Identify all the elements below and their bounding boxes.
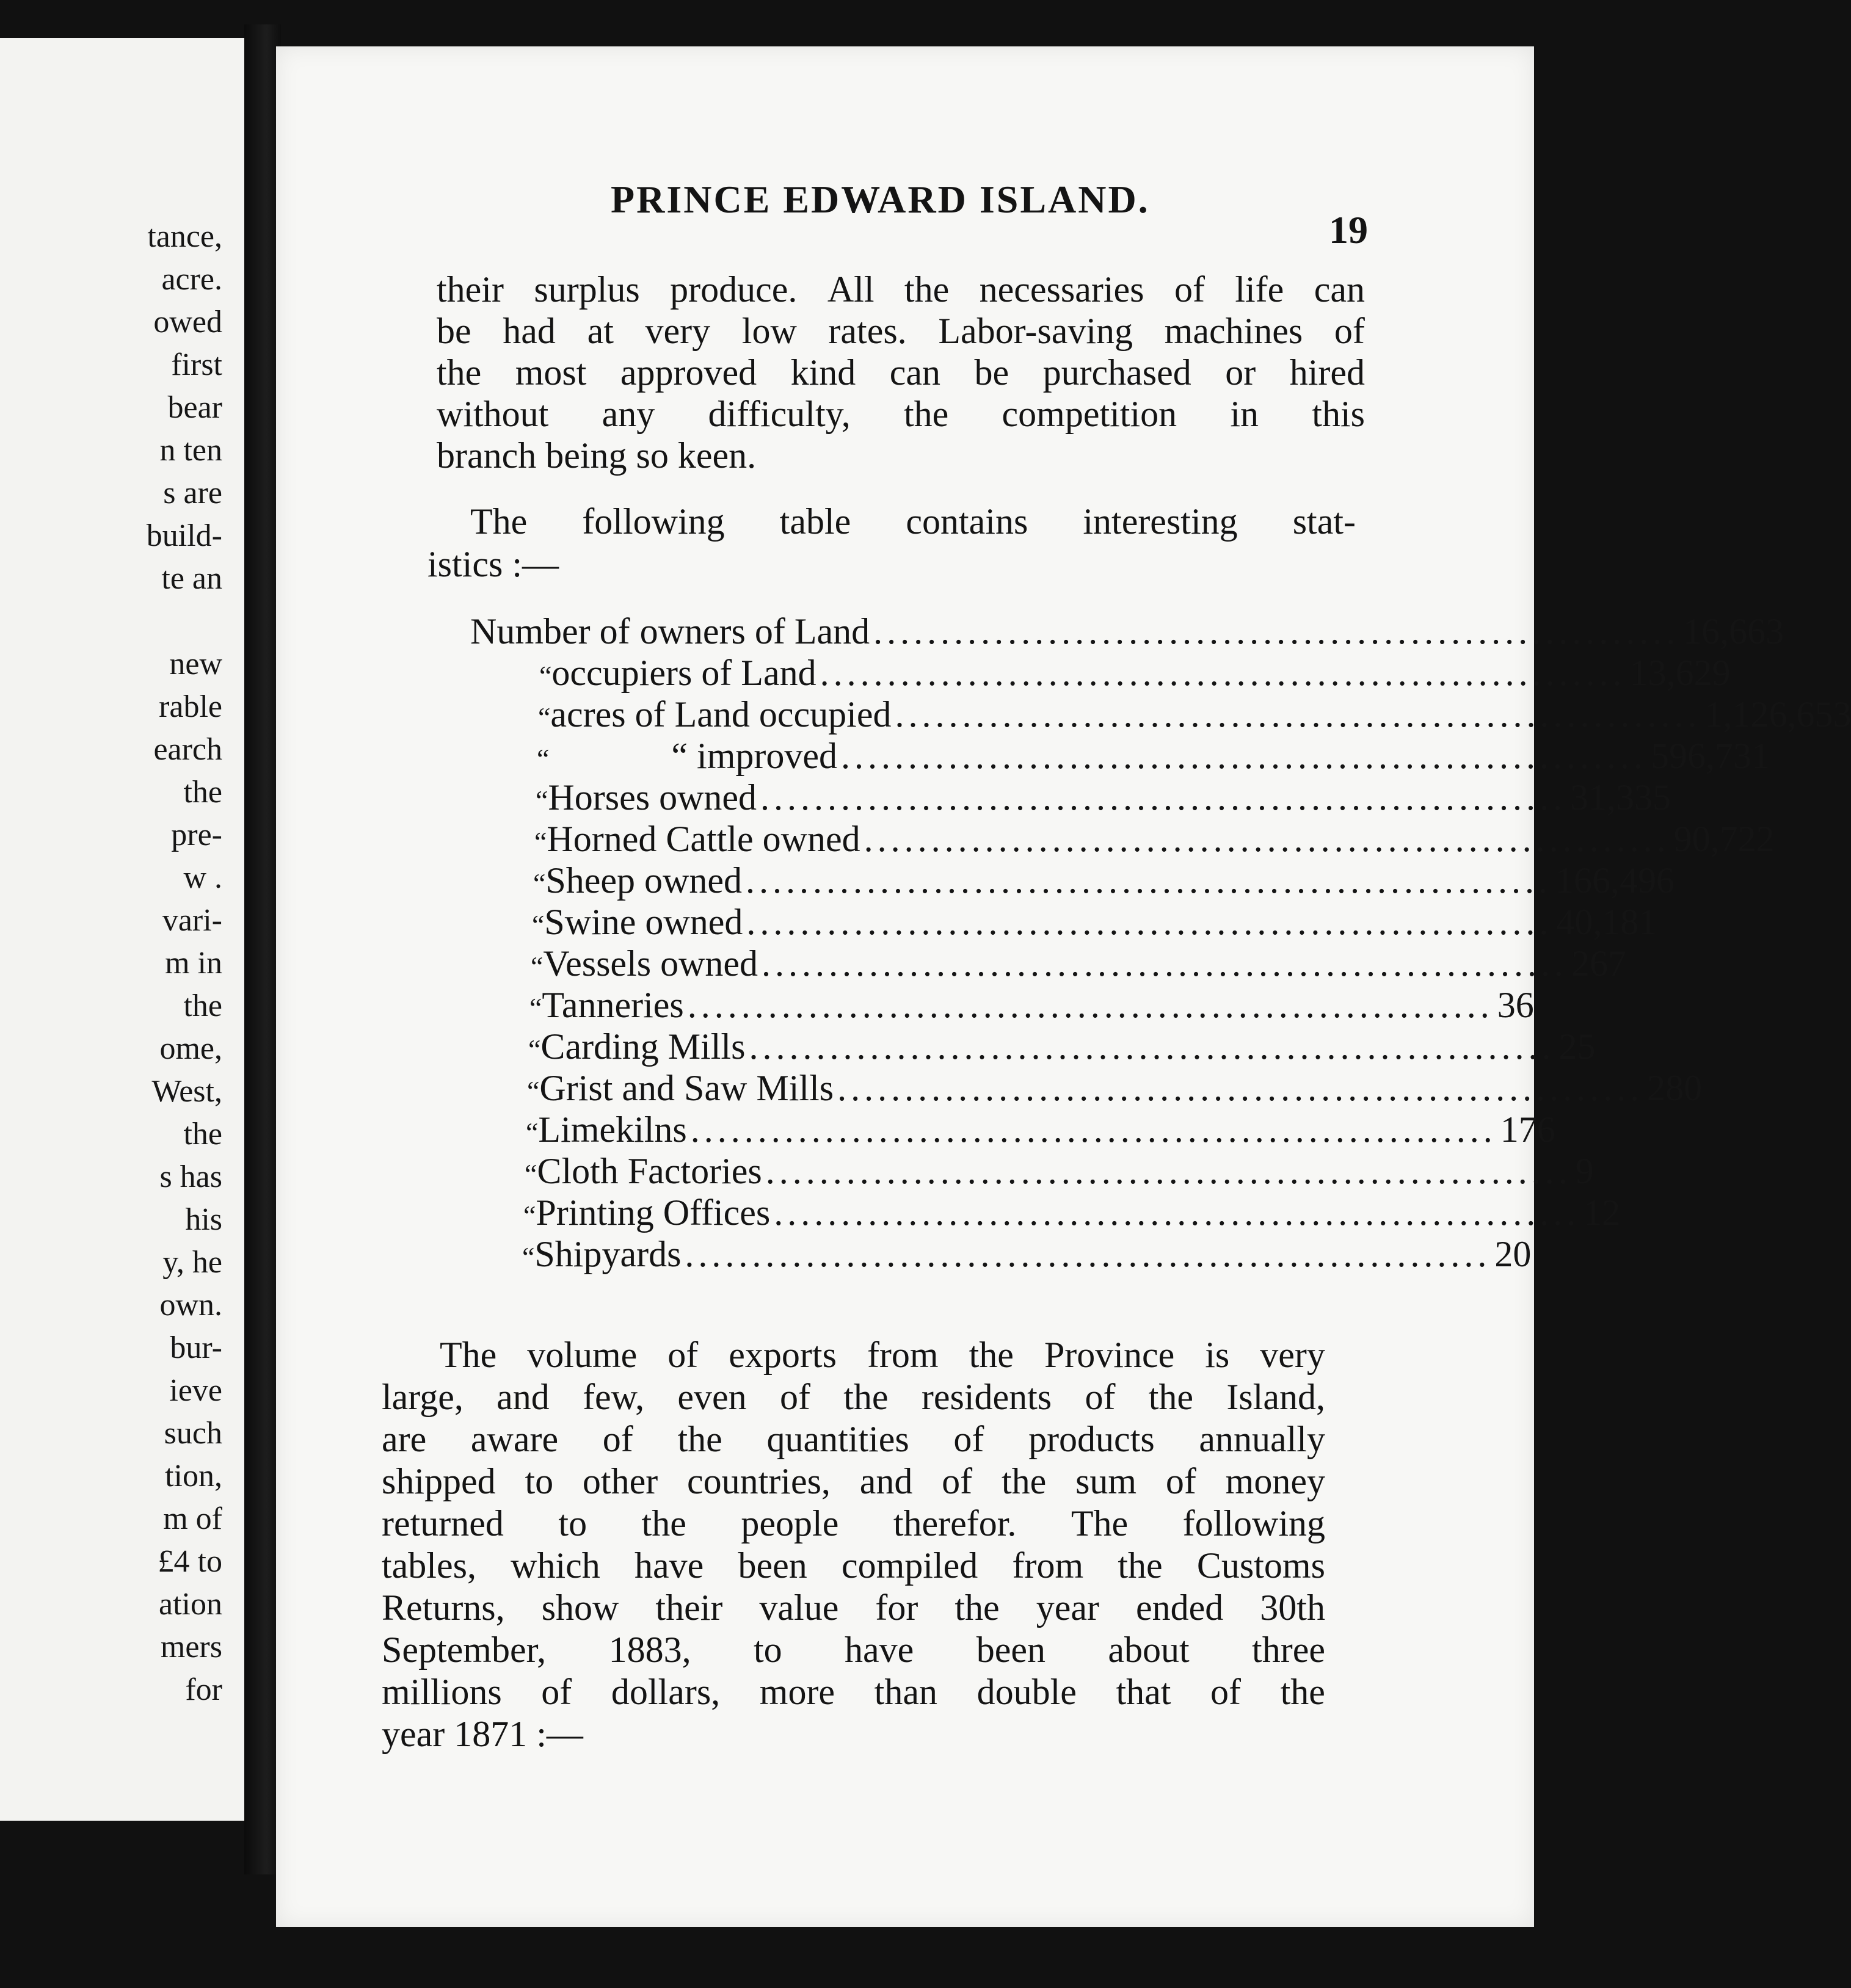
left-page-line: first [171,347,222,382]
stat-label: Horned Cattle owned [547,819,860,859]
stat-row [531,943,1627,985]
stat-value: 176 [1500,1109,1555,1150]
paragraph-line: millions of dollars, more than double that of the [382,1672,1325,1712]
dot-leader: ............................................................ [762,943,1568,984]
left-page-line: rable [159,689,222,724]
dot-leader: ............................................................ [746,860,1552,901]
paragraph-line: year 1871 :— [382,1714,583,1754]
left-page-line: £4 to [158,1544,222,1579]
left-page-line: mers [160,1630,222,1664]
dot-leader: ............................................................ [895,694,1701,735]
stat-row [523,1192,1621,1234]
left-page-line: ome, [159,1031,222,1066]
page-number: 19 [1329,208,1368,252]
stat-value: 1,126,653 [1704,694,1851,735]
left-page-line: bur- [170,1330,222,1365]
paragraph-line: istics :— [427,544,559,584]
running-title: PRINCE EDWARD ISLAND. [611,178,1150,221]
paragraph-line: branch being so keen. [437,435,757,476]
paragraph-line: shipped to other countries, and of the sum of money [382,1461,1325,1501]
left-page-line: the [183,989,222,1023]
stat-value: 31,335 [1570,777,1671,818]
stat-value: 40,181 [1556,902,1657,942]
ditto-mark: “ [533,868,546,899]
dot-leader: ............................................................ [765,1151,1572,1191]
dot-leader: ............................................................ [774,1192,1580,1233]
stat-label: occupiers of Land [551,653,816,693]
stat-label: Sheep owned [545,860,743,901]
left-page-line: the [183,775,222,810]
stat-value: 267 [1571,943,1627,984]
stat-label: Swine owned [544,902,743,942]
left-page-line: acre. [161,262,222,297]
ditto-mark: “ [531,951,544,982]
paragraph-line: The following table contains interesting stat- [470,501,1356,542]
stat-value: 90,722 [1673,819,1775,859]
left-page-line: pre- [171,818,222,852]
ditto-mark: “ [523,1200,536,1231]
left-page-line: bear [167,390,222,425]
dot-leader: ............................................................ [873,611,1680,651]
dot-leader: ............................................................ [760,777,1567,818]
stat-label: Limekilns [538,1109,687,1150]
stat-prefix: Number of [470,611,630,651]
left-page-line: n ten [159,433,222,468]
stat-value: 596,731 [1651,736,1770,776]
stat-value: 9 [1575,1151,1594,1191]
stat-value: 166,496 [1555,860,1675,901]
left-page-line: his [185,1202,222,1237]
ditto-mark: “ [537,743,550,774]
dot-leader: ............................................................ [749,1026,1555,1067]
paragraph-line: Returns, show their value for the year ended 30th [382,1587,1325,1628]
stat-row [525,1150,1594,1192]
left-page-line: s are [163,476,222,510]
dot-leader: ............................................................ [837,1068,1644,1108]
ditto-mark: “ [529,992,542,1023]
left-page-line: build- [146,518,222,553]
book-gutter [244,24,281,1874]
left-page-line: owed [153,305,222,339]
left-page-line: s has [159,1159,222,1194]
left-page-line: w . [183,860,222,895]
stat-row [527,1067,1703,1109]
ditto-mark: “ [534,826,547,857]
stat-row [536,777,1671,819]
paragraph-line: be had at very low rates. Labor-saving machines of [437,311,1365,351]
stat-row [532,901,1657,943]
stat-row [538,694,1851,736]
left-page-line: such [164,1416,222,1451]
left-facing-page [0,38,248,1821]
ditto-mark: “ [539,660,552,691]
ditto-mark: “ [527,1075,540,1106]
stat-label: Cloth Factories [537,1151,762,1191]
left-page-line: West, [151,1074,222,1109]
dot-leader: ............................................................ [746,902,1553,942]
stat-label: Horses owned [548,777,757,818]
left-page-line: earch [153,732,222,767]
left-page-line: y, he [162,1245,222,1280]
stat-label: Printing Offices [536,1192,771,1233]
dot-leader: ............................................................ [864,819,1670,859]
stat-row [526,1109,1555,1151]
paragraph-line: The volume of exports from the Province is very [440,1335,1325,1375]
stat-row [528,1026,1596,1068]
left-page-line: m of [163,1501,222,1536]
left-page-line: te an [161,561,222,596]
left-page-line: tance, [147,219,222,254]
ditto-mark: “ [536,785,548,816]
paragraph-line: their surplus produce. All the necessaries of life can [437,269,1365,310]
stat-value: 20 [1494,1234,1532,1274]
dot-leader: ............................................................ [685,1234,1491,1274]
left-page-line: m in [165,946,222,981]
left-page-line: own. [159,1288,222,1322]
stat-label: Vessels owned [543,943,758,984]
dot-leader: ............................................................ [841,736,1648,776]
stat-row [470,611,1784,653]
left-page-line: for [185,1672,222,1707]
dot-leader: ............................................................ [820,653,1626,693]
stat-row [534,818,1775,860]
stat-value: 36 [1497,985,1534,1025]
left-page-line: ieve [169,1373,222,1408]
paragraph-line: without any difficulty, the competition in this [437,394,1365,434]
stat-value: 16,663 [1683,611,1784,651]
stat-row [522,1233,1532,1275]
left-page-line: ation [159,1587,222,1622]
stat-label: owners of Land [639,611,870,651]
stat-value: 25 [1558,1026,1596,1067]
stat-row [537,735,1770,777]
stat-row [539,652,1731,694]
paragraph-line: large, and few, even of the residents of the Island, [382,1377,1325,1417]
stat-label: Tanneries [542,985,684,1025]
dot-leader: ............................................................ [687,985,1494,1025]
paragraph-line: September, 1883, to have been about three [382,1630,1325,1670]
ditto-mark: “ [538,702,551,733]
stat-value: 12 [1584,1192,1621,1233]
ditto-mark: “ [522,1241,535,1272]
ditto-mark: “ [526,1117,539,1148]
ditto-mark: “ [532,909,545,940]
left-page-line: vari- [162,903,222,938]
dot-leader: ............................................................ [690,1109,1497,1150]
stat-label: Grist and Saw Mills [539,1068,834,1108]
paragraph-line: the most approved kind can be purchased or hired [437,352,1365,393]
ditto-mark: “ [525,1158,537,1189]
paragraph-line: tables, which have been compiled from the Customs [382,1545,1325,1586]
stat-label: “ improved [671,736,838,776]
stat-row [533,860,1675,902]
left-page-line: tion, [165,1459,222,1493]
stat-label: acres of Land occupied [550,694,892,735]
stat-label: Carding Mills [540,1026,746,1067]
left-page-line: new [169,647,222,681]
paragraph-line: are aware of the quantities of products annually [382,1419,1325,1459]
stat-value: 13,629 [1629,653,1731,693]
stat-label: Shipyards [534,1234,682,1274]
stat-value: 280 [1647,1068,1703,1108]
left-page-line: the [183,1117,222,1152]
paragraph-line: returned to the people therefor. The following [382,1503,1325,1544]
ditto-mark: “ [528,1034,541,1065]
stat-row [529,984,1534,1026]
